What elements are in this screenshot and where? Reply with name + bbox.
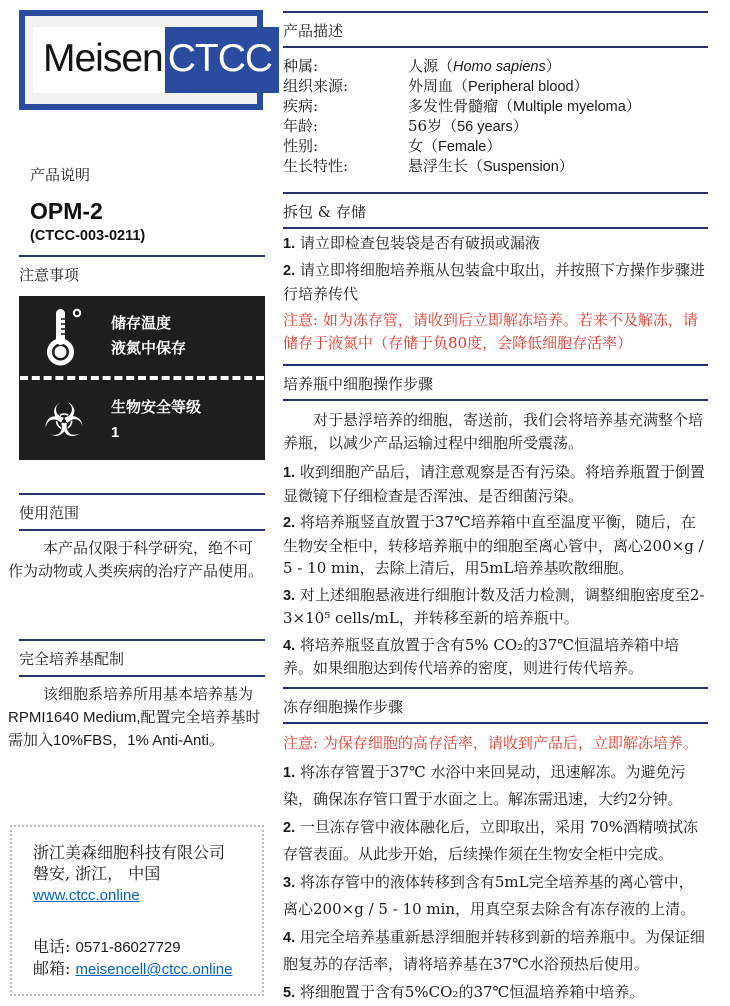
flask-steps <box>283 461 708 680</box>
description-label: 性别: <box>283 137 319 155</box>
complete-medium-header: 完全培养基配制 <box>19 639 265 677</box>
procedure-step: 1. 收到细胞产品后，请注意观察是否有污染。将培养瓶置于倒置显微镜下仔细检查是否浑浊、是否细菌污染。 <box>283 463 705 505</box>
description-label: 组织来源: <box>283 77 349 95</box>
description-row <box>283 57 708 77</box>
website-link[interactable]: www.ctcc.online <box>33 887 140 904</box>
storage-temperature-text <box>111 311 186 361</box>
procedure-step: 1. 将冻存管置于37℃ 水浴中来回晃动，迅速解冻。为避免污染，确保冻存管口置于水面之上。解冻需迅速，大约2分钟。 <box>283 762 686 808</box>
complete-medium-text: 该细胞系培养所用基本培养基为RPMI1640 Medium,配置完全培养基时需加入10%FBS，1% Anti-Anti。 <box>8 686 261 749</box>
biosafety-text <box>111 395 201 445</box>
usage-scope-header: 使用范围 <box>19 493 265 531</box>
product-catalog-code: (CTCC-003-0211) <box>30 228 146 244</box>
storage-temperature-value: 液氮中保存 <box>111 339 187 357</box>
description-row <box>283 137 708 157</box>
procedure-step: 3. 将冻存管中的液体转移到含有5mL完全培养基的离心管中， 离心200×g / 5 - 10 min，用真空泵去除含有冻存液的上清。 <box>283 872 696 918</box>
flask-procedure-header: 培养瓶中细胞操作步骤 <box>283 364 708 401</box>
product-description-header: 产品描述 <box>283 11 708 48</box>
storage-notice-box <box>19 296 265 460</box>
description-row <box>283 97 708 117</box>
section-cryo-procedure <box>283 687 708 1006</box>
procedure-step: 2. 请立即将细胞培养瓶从包装盒中取出，并按照下方操作步骤进行培养传代 <box>283 261 705 303</box>
procedure-step: 1. 请立即检查包装袋是否有破损或漏液 <box>283 234 540 252</box>
biosafety-label: 生物安全等级 <box>111 398 202 416</box>
storage-temperature-cell <box>19 296 265 376</box>
cryo-warning-note: 注意: 为保存细胞的高存活率，请收到产品后，立即解冻培养。 <box>283 733 698 752</box>
description-row <box>283 117 708 137</box>
contact-info-box <box>10 825 264 996</box>
section-unpack-storage <box>283 192 708 355</box>
product-name: OPM-2 <box>30 198 103 224</box>
section-flask-procedure <box>283 364 708 680</box>
notice-section-title: 注意事项 <box>19 266 80 284</box>
procedure-step: 5. 将细胞置于含有5%CO₂的37℃恒温培养箱中培养。 <box>283 982 645 1001</box>
company-logo-inner <box>33 27 279 93</box>
description-label: 疾病: <box>283 97 319 115</box>
description-row <box>283 157 708 177</box>
procedure-step: 2. 将培养瓶竖直放置于37℃培养箱中直至温度平衡，随后，在生物安全柜中，转移培养瓶中的细胞至离心管中，离心200×g / 5 - 10 min，去除上清后，用5mL培养基吹散细胞。 <box>283 513 704 577</box>
description-value: 人源（Homo sapiens） <box>408 57 561 75</box>
description-value: 悬浮生长（Suspension） <box>408 157 574 175</box>
description-value: 56岁（56 years） <box>408 117 528 135</box>
unpack-warning-note: 注意: 如为冻存管，请收到后立即解冻培养。若来不及解冻，请储存于液氮中（存储于负80度，会降低细胞存活率） <box>283 311 698 352</box>
left-column <box>8 0 273 978</box>
procedure-step: 4. 将培养瓶竖直放置于含有5% CO₂的37℃恒温培养箱中培养。如果细胞达到传代培养的密度，则进行传代培养。 <box>283 635 680 677</box>
company-address: 磐安, 浙江， 中国 <box>33 864 161 883</box>
company-name: 浙江美森细胞科技有限公司 <box>33 843 226 862</box>
email-label: 邮箱: <box>33 959 71 978</box>
section-product-description <box>283 11 708 177</box>
unpack-steps <box>283 232 708 306</box>
phone-label: 电话: <box>33 937 71 956</box>
description-value: 女（Female） <box>408 137 502 155</box>
biosafety-level-cell <box>19 380 265 460</box>
procedure-step: 2. 一旦冻存管中液体融化后，立即取出，采用 70%酒精喷拭冻存管表面。从此步开始，后续操作须在生物安全柜中完成。 <box>283 817 698 863</box>
contact-spacer <box>33 906 252 936</box>
description-label: 生长特性: <box>283 157 349 175</box>
logo-meisen-text: Meisen <box>33 27 165 93</box>
description-row <box>283 77 708 97</box>
usage-scope-text: 本产品仅限于科学研究，绝不可作为动物或人类疾病的治疗产品使用。 <box>8 539 264 580</box>
description-value: 外周血（Peripheral blood） <box>408 77 589 95</box>
biohazard-icon: ☣ <box>43 393 85 447</box>
description-label: 年龄: <box>283 117 319 135</box>
email-link[interactable]: meisencell@ctcc.online <box>75 961 233 978</box>
thermometer-icon <box>35 307 93 365</box>
product-description-label: 产品说明 <box>30 166 91 184</box>
product-identity-block <box>30 164 265 244</box>
description-rows <box>283 57 708 177</box>
email-line <box>33 958 252 980</box>
flask-intro-paragraph: 对于悬浮培养的细胞，寄送前，我们会将培养基充满整个培养瓶，以减少产品运输过程中细胞所受震荡。 <box>283 411 704 452</box>
cryo-steps <box>283 759 708 1006</box>
unpack-storage-header: 拆包 & 存储 <box>283 192 708 229</box>
company-logo <box>19 10 273 110</box>
description-label: 种属: <box>283 57 319 75</box>
phone-number: 0571-86027729 <box>75 939 181 956</box>
description-value: 多发性骨髓瘤（Multiple myeloma） <box>408 97 641 115</box>
procedure-step: 4. 用完全培养基重新悬浮细胞并转移到新的培养瓶中。为保证细胞复苏的存活率，请将培养基在37℃水浴预热后使用。 <box>283 927 705 973</box>
right-column <box>283 0 708 1001</box>
procedure-step: 3. 对上述细胞悬液进行细胞计数及活力检测，调整细胞密度至2-3×10⁵ cells/mL，并转移至新的培养瓶中。 <box>283 585 705 627</box>
cryo-procedure-header: 冻存细胞操作步骤 <box>283 687 708 724</box>
phone-line <box>33 936 252 958</box>
biosafety-value: 1 <box>111 424 120 441</box>
logo-ctcc-text: CTCC <box>165 27 279 93</box>
storage-temperature-label: 储存温度 <box>111 314 172 332</box>
